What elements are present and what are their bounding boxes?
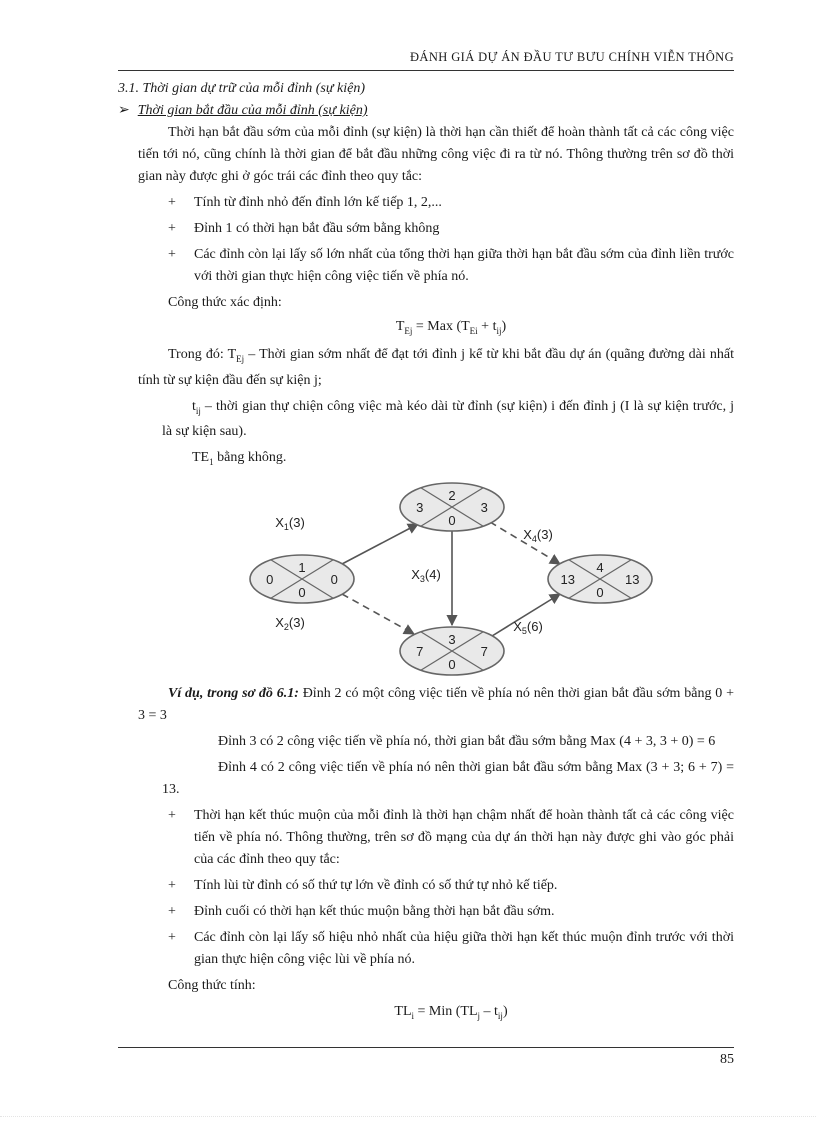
page-number: 85: [720, 1052, 734, 1067]
plus-bullet: +: [168, 904, 176, 920]
definition-paragraph: Trong đó: $T_{Ej}$ – Thời gian sớm nhất để đạt tới đỉnh j kể từ khi bắt đầu dự án (quãng đường dài nhất tính từ sự kiện đầu đến sự kiện j;: [138, 346, 735, 388]
node-late-finish: 7: [480, 644, 488, 660]
definition-te1: $TE_1$ bằng không.: [192, 450, 287, 468]
rule-text: Đỉnh 1 có thời hạn bắt đầu sớm bằng không: [194, 221, 440, 236]
event-node-4: [548, 555, 652, 603]
plus-bullet: +: [168, 930, 176, 946]
node-id: 2: [448, 488, 456, 504]
node-slack: 0: [298, 585, 306, 601]
page-edge-dots: [0, 1116, 816, 1117]
node-id: 3: [448, 632, 456, 648]
event-node-3: [400, 627, 504, 675]
node-early-start: 13: [560, 572, 575, 588]
header-rule: [118, 70, 734, 71]
rule-text: Các đỉnh còn lại lấy số hiệu nhỏ nhất của hiệu giữa thời hạn kết thúc muộn đỉnh trước với thời gian thực hiện công việc lùi về phía nó.: [194, 930, 734, 968]
edge-label: $X_1(3)$: [275, 515, 305, 533]
network-diagram: [238, 477, 658, 677]
footer-rule: [118, 1047, 734, 1048]
rule-item: [168, 901, 734, 923]
edge-label: $X_3(4)$: [411, 567, 441, 585]
rule-item: [168, 805, 734, 871]
node-late-finish: 3: [480, 500, 488, 516]
plus-bullet: +: [168, 878, 176, 894]
rule-item: [168, 218, 734, 240]
node-early-start: 7: [416, 644, 424, 660]
node-slack: 0: [448, 513, 456, 529]
plus-bullet: +: [168, 221, 176, 236]
node-id: 1: [298, 560, 306, 576]
node-slack: 0: [596, 585, 604, 601]
running-header: ĐÁNH GIÁ DỰ ÁN ĐẦU TƯ BƯU CHÍNH VIỄN THÔNG: [409, 50, 734, 64]
subsection-title: Thời gian bắt đầu của mỗi đỉnh (sự kiện): [137, 103, 368, 118]
edge-1-2: [342, 524, 418, 564]
plus-bullet: +: [168, 195, 176, 210]
main-content: [118, 78, 735, 1027]
formula-late-finish: $TL_i$ = Min $(TL_j - t_{ij})$: [394, 1004, 508, 1021]
subsection-heading: [118, 100, 734, 122]
formula-label: Công thức xác định:: [168, 295, 282, 310]
rule-text: Tính lùi từ đỉnh có số thứ tự lớn về đỉnh có số thứ tự nhỏ kế tiếp.: [194, 878, 558, 894]
rule-item: [168, 875, 734, 897]
formula-label: Công thức tính:: [168, 978, 256, 994]
node-slack: 0: [448, 657, 456, 673]
edge-label: $X_2(3)$: [275, 615, 305, 633]
rule-item: [168, 927, 734, 971]
edge-1-3: [342, 594, 414, 634]
rule-item: [168, 192, 734, 214]
node-early-start: 0: [266, 572, 274, 588]
edge-label: $X_5(6)$: [513, 619, 543, 637]
node-late-finish: 13: [625, 572, 640, 588]
formula-early-start: $T_{Ej}$ = Max $(T_{Ei} + t_{ij})$: [395, 319, 507, 336]
example-node4: Đỉnh 4 có 2 công việc tiến về phía nó nên thời gian bắt đầu sớm bằng Max (3 + 3; 6 + 7) = 13.: [162, 760, 734, 798]
event-node-2: [400, 483, 504, 531]
rule-text: Thời hạn kết thúc muộn của mỗi đỉnh là thời hạn chậm nhất để hoàn thành tất cả các công việc tiến về phía nó. Thông thường, trên sơ đồ mạng của dự án thời hạn này được ghi vào góc phải của các đỉnh theo quy tắc:: [194, 808, 734, 868]
rule-text: Đỉnh cuối có thời hạn kết thúc muộn bằng thời hạn bắt đầu sớm.: [194, 904, 555, 920]
section-title: 3.1. Thời gian dự trữ của mỗi đỉnh (sự kiện): [118, 81, 365, 96]
plus-bullet: +: [168, 808, 176, 824]
intro-paragraph: Thời hạn bắt đầu sớm của mỗi đỉnh (sự kiện) là thời hạn cần thiết để hoàn thành tất cả các công việc tiến tới nó, cũng chính là thời gian để bắt đầu những công việc đi ra từ nó. Thông thường trên sơ đồ thời gian này được ghi ở góc trái các đỉnh theo quy tắc:: [138, 125, 734, 184]
example-node3: Đỉnh 3 có 2 công việc tiến về phía nó, thời gian bắt đầu sớm bằng Max (4 + 3, 3 + 0) = 6: [218, 734, 716, 750]
plus-bullet: +: [168, 247, 176, 262]
node-early-start: 3: [416, 500, 424, 516]
rule-item: [168, 244, 734, 288]
edge-label: $X_4(3)$: [523, 527, 553, 545]
example-lead: Ví dụ, trong sơ đồ 6.1:: [168, 686, 299, 702]
example-paragraph: Ví dụ, trong sơ đồ 6.1: Đỉnh 2 có một công việc tiến về phía nó nên thời gian bắt đầu sớm bằng 0 + 3 = 3: [138, 686, 734, 724]
rule-text: Các đỉnh còn lại lấy số lớn nhất của tổng thời hạn giữa thời hạn bắt đầu sớm của đỉnh liền trước với thời gian thực hiện công việc tiến về phía nó.: [194, 247, 734, 284]
definition-tij: $t_{ij}$ – thời gian thự chiện công việc mà kéo dài từ đỉnh (sự kiện) i đến đỉnh j (I là sự kiện trước, j là sự kiện sau).: [162, 398, 734, 440]
rule-text: Tính từ đỉnh nhỏ đến đỉnh lớn kế tiếp 1, 2,...: [194, 195, 442, 210]
node-late-finish: 0: [330, 572, 338, 588]
node-id: 4: [596, 560, 604, 576]
event-node-1: [250, 555, 354, 603]
arrow-bullet-icon: ➢: [118, 103, 130, 118]
